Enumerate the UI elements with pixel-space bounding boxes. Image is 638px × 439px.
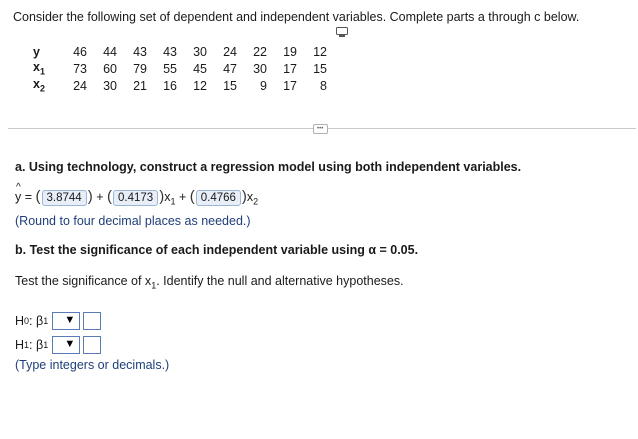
table-cell: 22 (253, 44, 267, 59)
table-cell: 44 (103, 44, 117, 59)
b2-answer[interactable]: 0.4766 (196, 190, 241, 206)
data-table (33, 43, 327, 94)
h1-value-input[interactable] (83, 336, 101, 354)
h0-label: H (15, 314, 25, 328)
dropdown-arrow-icon-2: ▼ (64, 338, 76, 350)
h0-operator-dropdown[interactable] (52, 312, 80, 330)
subprompt-text-2: . Identify the null and alternative hypotheses. (156, 274, 404, 288)
null-hypothesis-row (15, 312, 101, 330)
table-cell: 17 (283, 61, 297, 76)
table-row (33, 60, 327, 77)
question-intro: Consider the following set of dependent and independent variables. Complete parts a through c below. (13, 10, 580, 24)
x2-sub: 2 (253, 196, 259, 207)
h1-sub: 1 (24, 340, 30, 350)
table-cell: 12 (193, 78, 207, 93)
table-cell: 15 (313, 61, 327, 76)
plus-sign-2: + (178, 190, 187, 204)
collapse-handle[interactable] (313, 124, 328, 134)
table-cell: 15 (223, 78, 237, 93)
type-hint: (Type integers or decimals.) (15, 358, 170, 372)
table-cell: 30 (103, 78, 117, 93)
table-cell: 45 (193, 61, 207, 76)
table-cell: 12 (313, 44, 327, 59)
h0-sub: 0 (24, 316, 30, 326)
table-cell: 73 (73, 61, 87, 76)
part-b-prompt: b. Test the significance of each independent variable using α = 0.05. (15, 243, 419, 257)
table-cell: 19 (283, 44, 297, 59)
h1-label: H (15, 338, 25, 352)
table-cell: 24 (73, 78, 87, 93)
subprompt-text: Test the significance of x (15, 274, 152, 288)
round-hint: (Round to four decimal places as needed.) (15, 214, 251, 228)
table-cell: 55 (163, 61, 177, 76)
table-cell: 17 (283, 78, 297, 93)
dropdown-arrow-icon: ▼ (64, 314, 76, 326)
table-cell: 30 (193, 44, 207, 59)
dots-icon: ••• (317, 126, 324, 132)
table-cell: 43 (163, 44, 177, 59)
y-hat: ^ y (15, 190, 21, 204)
x1-var: x (164, 190, 171, 204)
table-cell: 21 (133, 78, 147, 93)
row-label: $x_2$ (33, 77, 45, 94)
table-cell: 8 (320, 78, 327, 93)
table-cell: 24 (223, 44, 237, 59)
x1-sub: 1 (170, 196, 176, 207)
table-cell: 79 (133, 61, 147, 76)
h0-value-input[interactable] (83, 312, 101, 330)
table-row (33, 43, 327, 60)
copy-table-icon[interactable] (336, 27, 348, 38)
table-cell: 60 (103, 61, 117, 76)
subprompt-sub: 1 (151, 280, 157, 291)
table-cell: 16 (163, 78, 177, 93)
beta-label-2: : β (29, 338, 44, 352)
beta-sub: 1 (43, 316, 49, 326)
row-label: y (33, 44, 40, 59)
table-cell: 43 (133, 44, 147, 59)
x2-var: x (246, 190, 254, 204)
table-cell: 30 (253, 61, 267, 76)
part-b-subprompt (15, 274, 404, 291)
row-label: $x_1$ (33, 60, 45, 77)
table-cell: 9 (260, 78, 267, 93)
plus-sign: + (96, 190, 104, 204)
beta-label: : β (29, 314, 44, 328)
beta-sub-2: 1 (43, 340, 49, 350)
table-row (33, 77, 327, 94)
table-cell: 46 (73, 44, 87, 59)
table-cell: 47 (223, 61, 237, 76)
b1-answer[interactable]: 0.4173 (113, 190, 158, 206)
alt-hypothesis-row (15, 336, 101, 354)
equals-sign: = (24, 190, 33, 204)
regression-equation: ^ y = ( 3.8744 ) + ( 0.4173 )$x_1$ + ( 0.4766 )$x_2$ (15, 188, 258, 207)
part-a-prompt: a. Using technology, construct a regression model using both independent variables. (15, 160, 522, 174)
b0-answer[interactable]: 3.8744 (42, 190, 87, 206)
h1-operator-dropdown[interactable] (52, 336, 80, 354)
